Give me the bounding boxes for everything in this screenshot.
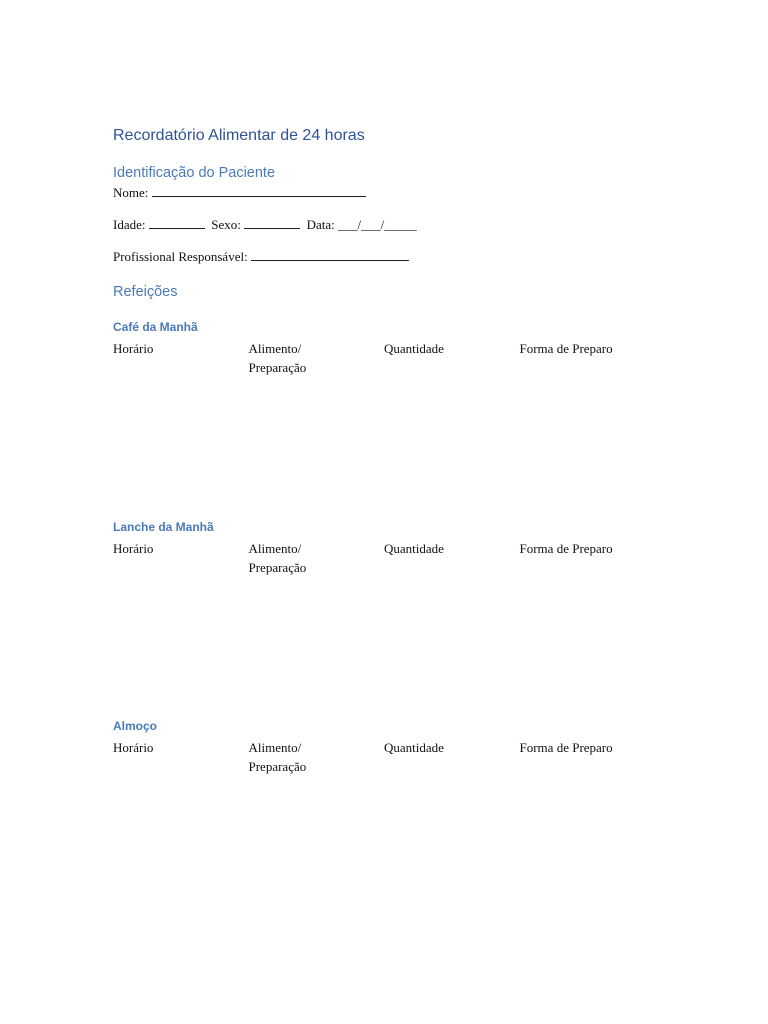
column-food-line2: Preparação — [248, 759, 307, 774]
patient-section-heading: Identificação do Paciente — [113, 165, 276, 181]
column-time: Horário — [113, 341, 154, 356]
meal-block — [113, 718, 673, 776]
column-preparation: Forma de Preparo — [519, 341, 613, 356]
meal-name: Café da Manhã — [113, 320, 198, 334]
column-quantity: Quantidade — [384, 541, 444, 556]
column-food — [249, 539, 385, 577]
age-label: Idade: — [113, 217, 146, 232]
column-quantity: Quantidade — [384, 740, 444, 755]
meal-columns-header — [113, 339, 673, 377]
column-food — [249, 339, 385, 377]
age-sex-date-row — [113, 216, 417, 234]
professional-label: Profissional Responsável: — [113, 249, 248, 264]
name-blank-line[interactable] — [152, 184, 366, 197]
document-content — [113, 124, 673, 774]
column-time: Horário — [113, 541, 154, 556]
name-label: Nome: — [113, 185, 149, 200]
professional-field-row — [113, 248, 417, 266]
column-food — [249, 738, 385, 776]
column-quantity: Quantidade — [384, 341, 444, 356]
column-food-line2: Preparação — [248, 560, 307, 575]
sex-label: Sexo: — [211, 217, 241, 232]
name-field-row — [113, 184, 417, 202]
meal-columns-header — [113, 539, 673, 577]
column-time: Horário — [113, 740, 154, 755]
column-food-line2: Preparação — [248, 360, 307, 375]
meal-block — [113, 519, 673, 577]
meal-columns-header — [113, 738, 673, 776]
meal-name: Lanche da Manhã — [113, 520, 214, 534]
professional-blank-line[interactable] — [251, 248, 409, 261]
meal-name: Almoço — [113, 719, 158, 733]
column-preparation: Forma de Preparo — [519, 541, 613, 556]
patient-section — [113, 163, 417, 266]
column-food-line1: Alimento/ — [248, 341, 302, 356]
meals-section-heading: Refeições — [113, 284, 178, 300]
sex-blank-line[interactable] — [244, 216, 300, 229]
column-preparation: Forma de Preparo — [519, 740, 613, 755]
column-food-line1: Alimento/ — [248, 541, 302, 556]
age-blank-line[interactable] — [149, 216, 205, 229]
document-title: Recordatório Alimentar de 24 horas — [113, 127, 365, 144]
column-food-line1: Alimento/ — [248, 740, 302, 755]
date-label: Data: — [306, 217, 335, 232]
date-blank-line[interactable]: ___/___/_____ — [338, 217, 417, 232]
meal-block — [113, 319, 673, 377]
